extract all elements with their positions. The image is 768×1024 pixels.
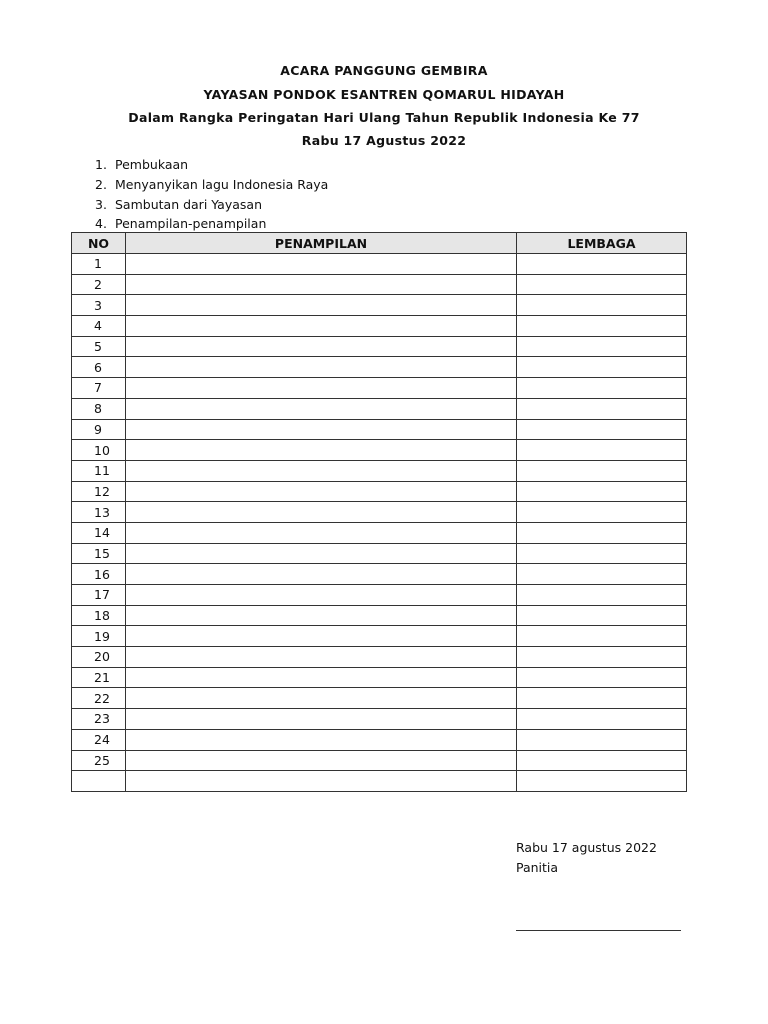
penampilan-cell xyxy=(126,378,517,399)
table-row xyxy=(72,605,687,626)
signature-line xyxy=(516,930,681,931)
row-number: 11 xyxy=(72,460,126,481)
occasion-line: Dalam Rangka Peringatan Hari Ulang Tahun Republik Indonesia Ke 77 xyxy=(128,110,640,125)
row-number: 13 xyxy=(72,502,126,523)
penampilan-cell xyxy=(126,460,517,481)
table-row xyxy=(72,419,687,440)
table-row xyxy=(72,667,687,688)
row-number: 22 xyxy=(72,688,126,709)
penampilan-cell xyxy=(126,647,517,668)
lembaga-cell xyxy=(517,336,687,357)
lembaga-cell xyxy=(517,647,687,668)
table-row xyxy=(72,729,687,750)
table-row xyxy=(72,502,687,523)
table-row xyxy=(72,585,687,606)
lembaga-cell xyxy=(517,274,687,295)
row-number: 23 xyxy=(72,709,126,730)
row-number: 19 xyxy=(72,626,126,647)
row-number: 17 xyxy=(72,585,126,606)
lembaga-cell xyxy=(517,254,687,275)
agenda-number: 4. xyxy=(95,216,107,232)
row-number: 16 xyxy=(72,564,126,585)
lembaga-cell xyxy=(517,357,687,378)
penampilan-cell xyxy=(126,522,517,543)
signature-role: Panitia xyxy=(516,860,559,875)
row-number: 12 xyxy=(72,481,126,502)
row-number: 24 xyxy=(72,729,126,750)
lembaga-cell xyxy=(517,543,687,564)
table-row xyxy=(72,626,687,647)
lembaga-cell xyxy=(517,419,687,440)
header-no: NO xyxy=(72,233,126,254)
lembaga-cell xyxy=(517,564,687,585)
agenda-text: Sambutan dari Yayasan xyxy=(115,196,262,212)
agenda-item xyxy=(95,155,328,175)
table-row xyxy=(72,398,687,419)
table-row xyxy=(72,564,687,585)
row-number: 2 xyxy=(72,274,126,295)
penampilan-cell xyxy=(126,398,517,419)
lembaga-cell xyxy=(517,378,687,399)
table-row xyxy=(72,274,687,295)
penampilan-cell xyxy=(126,667,517,688)
table-header-row xyxy=(72,233,687,254)
table-row xyxy=(72,440,687,461)
table-row xyxy=(72,647,687,668)
lembaga-cell xyxy=(517,460,687,481)
penampilan-cell xyxy=(126,254,517,275)
row-number: 10 xyxy=(72,440,126,461)
table-row xyxy=(72,460,687,481)
penampilan-cell xyxy=(126,750,517,771)
signature-date: Rabu 17 agustus 2022 xyxy=(516,840,657,855)
agenda-text: Penampilan-penampilan xyxy=(115,216,267,232)
lembaga-cell xyxy=(517,750,687,771)
row-number xyxy=(72,771,126,792)
row-number: 6 xyxy=(72,357,126,378)
row-number: 15 xyxy=(72,543,126,564)
lembaga-cell xyxy=(517,709,687,730)
event-date: Rabu 17 Agustus 2022 xyxy=(301,133,467,148)
header-penampilan: PENAMPILAN xyxy=(126,233,517,254)
lembaga-cell xyxy=(517,667,687,688)
agenda-item xyxy=(95,195,328,215)
table-row xyxy=(72,709,687,730)
table-row xyxy=(72,543,687,564)
penampilan-cell xyxy=(126,440,517,461)
penampilan-cell xyxy=(126,295,517,316)
table-row xyxy=(72,522,687,543)
agenda-number: 3. xyxy=(95,196,107,212)
table-row xyxy=(72,336,687,357)
table-row xyxy=(72,771,687,792)
agenda-text: Pembukaan xyxy=(115,157,189,172)
lembaga-cell xyxy=(517,605,687,626)
table-row xyxy=(72,295,687,316)
penampilan-cell xyxy=(126,543,517,564)
row-number: 1 xyxy=(72,254,126,275)
penampilan-cell xyxy=(126,316,517,337)
agenda-number: 2. xyxy=(95,176,107,192)
lembaga-cell xyxy=(517,481,687,502)
penampilan-cell xyxy=(126,688,517,709)
lembaga-cell xyxy=(517,522,687,543)
agenda-text: Menyanyikan lagu Indonesia Raya xyxy=(115,176,329,192)
row-number: 4 xyxy=(72,316,126,337)
row-number: 8 xyxy=(72,398,126,419)
header-lembaga: LEMBAGA xyxy=(517,233,687,254)
penampilan-cell xyxy=(126,357,517,378)
penampilan-cell xyxy=(126,481,517,502)
table-row xyxy=(72,357,687,378)
row-number: 25 xyxy=(72,750,126,771)
agenda-item xyxy=(95,175,328,195)
table-row xyxy=(72,688,687,709)
penampilan-cell xyxy=(126,771,517,792)
organization-name: YAYASAN PONDOK ESANTREN QOMARUL HIDAYAH xyxy=(203,87,565,102)
penampilan-cell xyxy=(126,729,517,750)
table-row xyxy=(72,254,687,275)
lembaga-cell xyxy=(517,440,687,461)
row-number: 5 xyxy=(72,336,126,357)
row-number: 14 xyxy=(72,522,126,543)
penampilan-cell xyxy=(126,419,517,440)
lembaga-cell xyxy=(517,295,687,316)
penampilan-cell xyxy=(126,336,517,357)
performance-table xyxy=(71,232,687,792)
row-number: 3 xyxy=(72,295,126,316)
row-number: 21 xyxy=(72,667,126,688)
penampilan-cell xyxy=(126,502,517,523)
row-number: 20 xyxy=(72,647,126,668)
penampilan-cell xyxy=(126,274,517,295)
agenda-list xyxy=(95,155,328,234)
table-body xyxy=(72,254,687,792)
lembaga-cell xyxy=(517,729,687,750)
lembaga-cell xyxy=(517,771,687,792)
penampilan-cell xyxy=(126,605,517,626)
document-title: ACARA PANGGUNG GEMBIRA xyxy=(280,63,488,78)
lembaga-cell xyxy=(517,585,687,606)
penampilan-cell xyxy=(126,564,517,585)
lembaga-cell xyxy=(517,688,687,709)
row-number: 7 xyxy=(72,378,126,399)
row-number: 9 xyxy=(72,419,126,440)
lembaga-cell xyxy=(517,626,687,647)
agenda-number: 1. xyxy=(95,157,107,172)
table-row xyxy=(72,750,687,771)
lembaga-cell xyxy=(517,398,687,419)
table-row xyxy=(72,316,687,337)
lembaga-cell xyxy=(517,502,687,523)
table-row xyxy=(72,378,687,399)
penampilan-cell xyxy=(126,585,517,606)
lembaga-cell xyxy=(517,316,687,337)
penampilan-cell xyxy=(126,709,517,730)
table-row xyxy=(72,481,687,502)
penampilan-cell xyxy=(126,626,517,647)
row-number: 18 xyxy=(72,605,126,626)
